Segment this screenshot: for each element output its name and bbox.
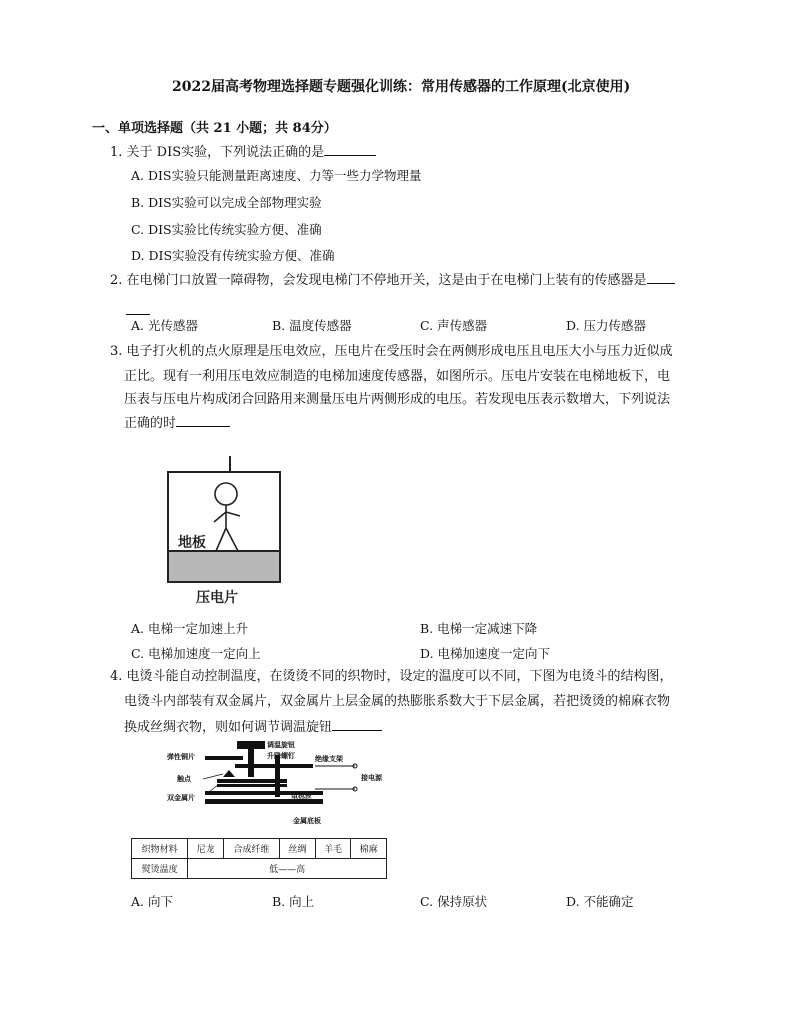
question-2-option-a[interactable]: A. 光传感器: [131, 318, 198, 333]
table-header-temperature: 熨烫温度: [132, 859, 188, 879]
question-1-option-d[interactable]: D. DIS实验没有传统实验方便、准确: [131, 248, 335, 263]
table-cell-temperature-scale: 低——高: [188, 859, 387, 879]
question-3-text-end: 正确的时: [124, 416, 177, 431]
label-temperature-knob: 调温旋钮: [267, 741, 295, 749]
question-2-text: 2. 在电梯门口放置一障碍物，会发现电梯门不停地开关，这是由于在电梯门上装有的传感器是: [110, 273, 647, 288]
question-2-option-d[interactable]: D. 压力传感器: [566, 318, 647, 333]
elastic-copper-strip: [205, 756, 243, 760]
question-2-option-b[interactable]: B. 温度传感器: [272, 318, 352, 333]
piezo-label: 压电片: [196, 590, 238, 606]
question-4-option-a[interactable]: A. 向下: [131, 894, 173, 909]
question-3-option-c[interactable]: C. 电梯加速度一定向上: [131, 646, 261, 661]
question-3-option-a[interactable]: A. 电梯一定加速上升: [131, 621, 248, 636]
section-heading: 一、单项选择题（共 21 小题；共 84分）: [92, 121, 337, 136]
label-metal-base: 金属底板: [293, 817, 321, 825]
fabric-temperature-table: [131, 838, 387, 879]
question-1-text: 1. 关于 DIS实验，下列说法正确的是: [110, 145, 325, 160]
label-bimetal: 双金属片: [167, 794, 195, 802]
question-4-line-2: 电烫斗内部装有双金属片，双金属片上层金属的热膨胀系数大于下层金属，若把烫烫的棉麻衣物: [124, 694, 671, 709]
question-3-option-b[interactable]: B. 电梯一定减速下降: [420, 621, 538, 636]
table-cell: 丝绸: [280, 839, 316, 859]
bimetal-strip: [217, 779, 287, 783]
question-1-option-c[interactable]: C. DIS实验比传统实验方便、准确: [131, 222, 322, 237]
floor-label: 地板: [178, 535, 206, 551]
table-cell: 尼龙: [188, 839, 224, 859]
table-cell: 棉麻: [351, 839, 387, 859]
question-1-stem: [110, 145, 376, 159]
table-cell: 合成纤维: [223, 839, 279, 859]
question-2-option-c[interactable]: C. 声传感器: [420, 318, 488, 333]
elevator-figure: [160, 450, 290, 610]
label-power: 接电源: [361, 774, 382, 782]
question-4-option-b[interactable]: B. 向上: [272, 894, 315, 909]
table-cell: 羊毛: [315, 839, 351, 859]
question-3-line-1: 3. 电子打火机的点火原理是压电效应，压电片在受压时会在两侧形成电压且电压大小与压力近似成: [110, 344, 673, 359]
page-title: 2022届高考物理选择题专题强化训练：常用传感器的工作原理(北京使用): [172, 79, 631, 95]
question-4-text-end: 换成丝绸衣物，则如何调节调温旋钮: [124, 720, 333, 735]
table-row: [132, 859, 387, 879]
answer-blank: [176, 416, 230, 427]
label-insulating-support: 绝缘支架: [315, 755, 343, 763]
label-contact: 触点: [177, 775, 191, 783]
question-1-option-a[interactable]: A. DIS实验只能测量距离速度、力等一些力学物理量: [131, 168, 422, 183]
question-2-stem: [110, 273, 675, 287]
temperature-knob: [237, 741, 265, 749]
question-4-line-1: 4. 电烫斗能自动控制温度，在烫烫不同的织物时，设定的温度可以不同，下图为电烫斗的结构图，: [110, 669, 673, 684]
label-heating-wire: 电热丝: [291, 793, 312, 801]
adjusting-screw: [248, 749, 254, 777]
answer-blank: [332, 720, 382, 731]
table-header-material: 织物材料: [132, 839, 188, 859]
question-4-line-3: [124, 720, 382, 734]
person-head: [215, 483, 237, 505]
insulating-support: [275, 755, 280, 797]
contact-point: [223, 770, 235, 777]
question-3-option-d[interactable]: D. 电梯加速度一定向下: [420, 646, 551, 661]
label-adjusting-screw: 升降螺钉: [267, 752, 295, 760]
piezo-plate: [169, 552, 279, 581]
answer-blank: [324, 145, 376, 156]
answer-blank: [647, 273, 675, 284]
iron-structure-figure: [165, 737, 395, 829]
question-3-line-3: 压表与压电片构成闭合回路用来测量压电片两侧形成的电压。若发现电压表示数增大，下列说法: [124, 392, 671, 407]
question-4-option-c[interactable]: C. 保持原状: [420, 894, 488, 909]
question-3-line-2: 正比。现有一利用压电效应制造的电梯加速度传感器，如图所示。压电片安装在电梯地板下，电: [124, 369, 671, 384]
question-4-option-d[interactable]: D. 不能确定: [566, 894, 634, 909]
label-elastic-copper: 弹性铜片: [167, 753, 195, 761]
question-1-option-b[interactable]: B. DIS实验可以完成全部物理实验: [131, 195, 322, 210]
question-3-line-4: [124, 416, 230, 430]
table-row: [132, 839, 387, 859]
